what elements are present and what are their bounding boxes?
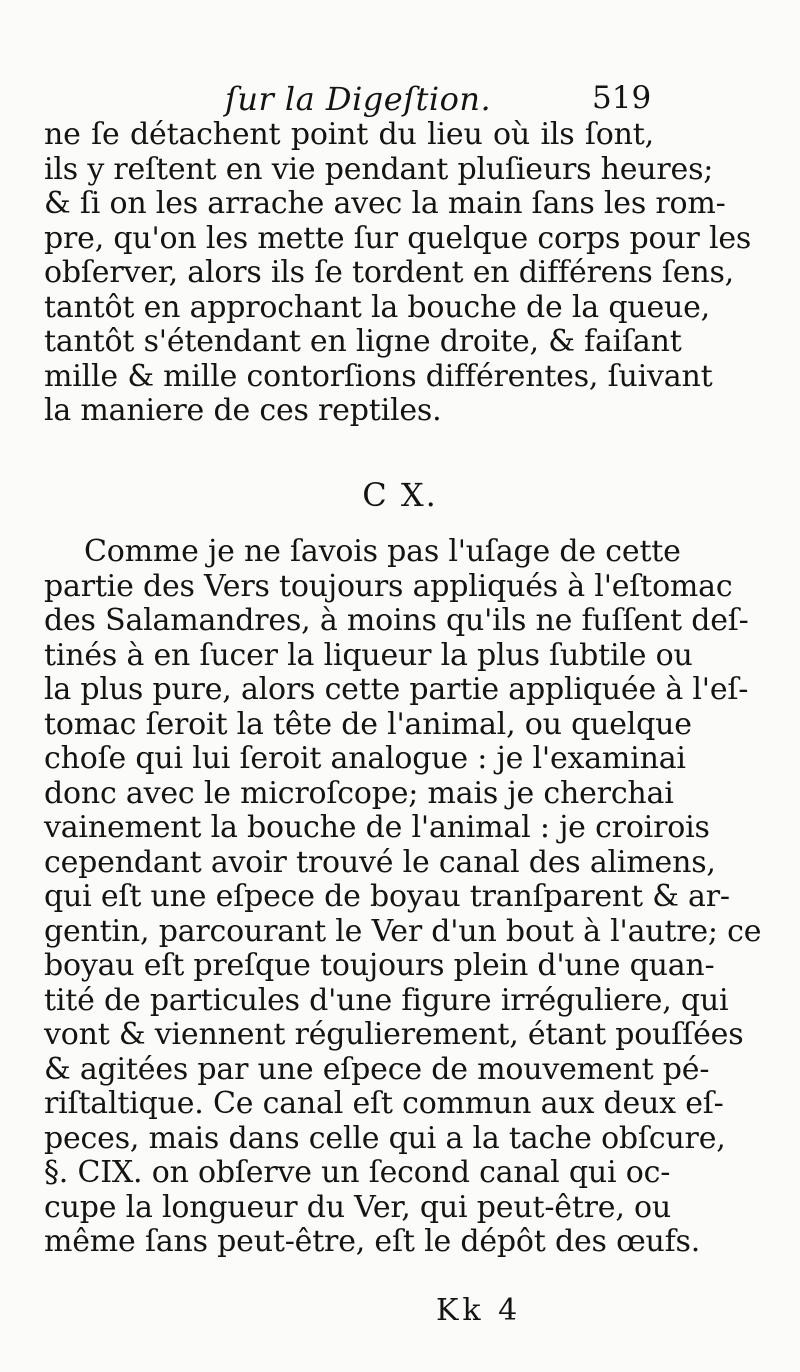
text-line: Comme je ne ſavois pas l'uſage de cette <box>84 534 681 569</box>
text-line: peces, mais dans celle qui a la tache obſcure, <box>44 1120 726 1156</box>
text-line: ne ſe détachent point du lieu où ils ſont, <box>44 117 654 152</box>
text-line: gentin, parcourant le Ver d'un bout à l'autre; ce <box>44 913 762 949</box>
text-line: tantôt en approchant la bouche de la queue, <box>44 289 711 325</box>
text-line: boyau eſt preſque toujours plein d'une quan- <box>44 948 715 983</box>
text-line: cependant avoir trouvé le canal des alimens, <box>44 844 716 880</box>
text-line: §. CIX. on obſerve un ſecond canal qui oc- <box>44 1155 671 1190</box>
text-line: vainement la bouche de l'animal : je croirois <box>44 810 710 845</box>
page-number: 519 <box>592 80 652 116</box>
text-line: tantôt s'étendant en ligne droite, & faiſant <box>44 324 682 359</box>
text-line: tomac ſeroit la tête de l'animal, ou quelque <box>44 706 692 742</box>
text-line: cupe la longueur du Ver, qui peut-être, ou <box>44 1189 672 1225</box>
text-line: tité de particules d'une figure irréguliere, qui <box>44 982 729 1018</box>
text-line: riſtaltique. Ce canal eſt commun aux deux eſ- <box>44 1086 724 1121</box>
signature-mark: Kk 4 <box>436 1293 522 1328</box>
paragraph-1 <box>44 117 752 429</box>
text-line: des Salamandres, à moins qu'ils ne fuſſent deſ- <box>44 603 749 638</box>
text-line: donc avec le microſcope; mais je cherchai <box>44 775 674 811</box>
text-line: tinés à en ſucer la liqueur la plus ſubtile ou <box>44 637 693 673</box>
text-line: pre, qu'on les mette ſur quelque corps pour les <box>44 220 752 256</box>
text-line: même ſans peut-être, eſt le dépôt des œufs. <box>44 1224 701 1259</box>
text-line: ils y reſtent en vie pendant pluſieurs heures; <box>44 151 714 187</box>
text-line: vont & viennent régulierement, étant pouſſées <box>44 1017 744 1052</box>
text-line: & agitées par une eſpece de mouvement pé- <box>44 1051 710 1087</box>
running-title: ſur la Digeſtion. <box>225 80 492 118</box>
text-line: la plus pure, alors cette partie appliquée à l'eſ- <box>44 672 749 707</box>
section-heading: C X. <box>362 476 438 514</box>
text-line: partie des Vers toujours appliqués à l'eſtomac <box>44 568 733 604</box>
text-line: mille & mille contorſions différentes, ſuivant <box>44 358 713 394</box>
text-line: & ſi on les arrache avec la main ſans les rom- <box>44 186 726 221</box>
text-line: qui eſt une eſpece de boyau tranſparent & ar- <box>44 879 730 914</box>
text-line: choſe qui lui ſeroit analogue : je l'examinai <box>44 741 686 776</box>
paragraph-2 <box>44 534 762 1260</box>
text-line: la maniere de ces reptiles. <box>44 393 442 428</box>
text-line: obſerver, alors ils ſe tordent en différens ſens, <box>44 255 734 290</box>
page-header <box>0 76 800 120</box>
